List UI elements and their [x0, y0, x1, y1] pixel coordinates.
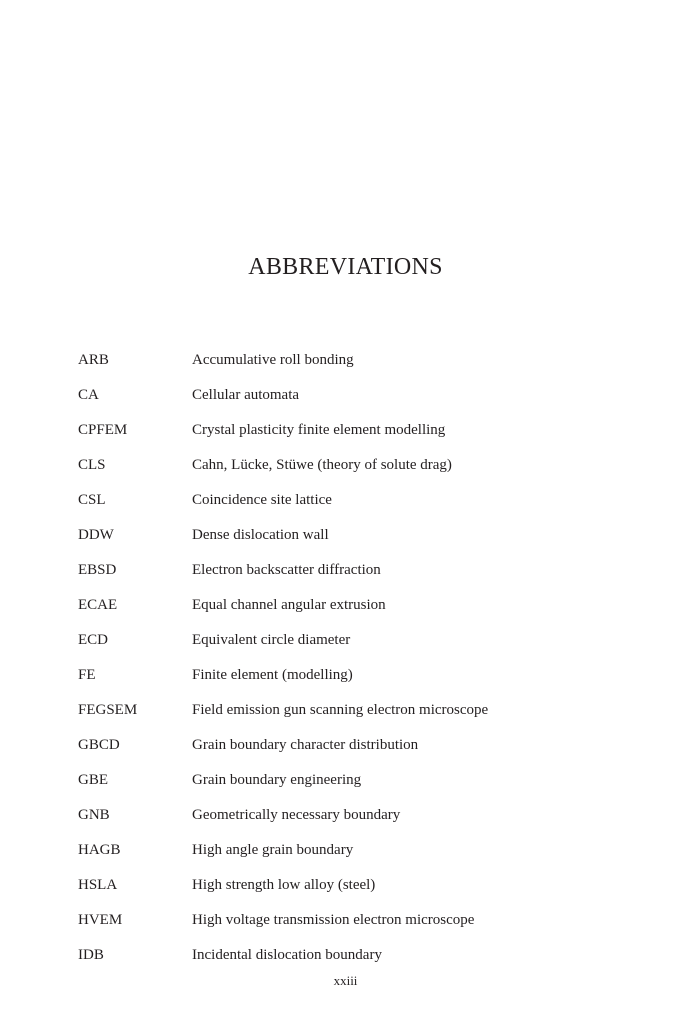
list-item	[78, 663, 638, 698]
list-item	[78, 593, 638, 628]
abbreviation-term: GBE	[78, 772, 108, 788]
abbreviation-definition: Crystal plasticity finite element modelling	[192, 422, 446, 438]
abbreviation-definition: Electron backscatter diffraction	[192, 562, 381, 578]
list-item	[78, 383, 638, 418]
list-item	[78, 348, 638, 383]
list-item	[78, 768, 638, 803]
list-item	[78, 418, 638, 453]
abbreviation-definition: Grain boundary engineering	[192, 772, 362, 788]
list-item	[78, 803, 638, 838]
abbreviation-term: DDW	[78, 527, 114, 543]
abbreviation-definition: Equal channel angular extrusion	[192, 597, 386, 613]
abbreviation-term: EBSD	[78, 562, 117, 578]
abbreviation-definition: Cahn, Lücke, Stüwe (theory of solute drag)	[192, 457, 452, 473]
abbreviation-term: IDB	[78, 947, 104, 963]
list-item	[78, 943, 638, 973]
abbreviation-definition: Finite element (modelling)	[192, 667, 353, 683]
list-item	[78, 628, 638, 663]
list-item	[78, 488, 638, 523]
abbreviation-term: CSL	[78, 492, 106, 508]
abbreviation-definition: Incidental dislocation boundary	[192, 947, 382, 963]
abbreviation-term: CLS	[78, 457, 106, 473]
abbreviation-definition: Dense dislocation wall	[192, 527, 329, 543]
abbreviation-definition: Field emission gun scanning electron microscope	[192, 702, 489, 718]
list-item	[78, 838, 638, 873]
abbreviation-term: HSLA	[78, 877, 118, 893]
abbreviation-list	[78, 348, 638, 973]
abbreviation-definition: Geometrically necessary boundary	[192, 807, 401, 823]
abbreviation-term: ARB	[78, 352, 109, 368]
abbreviation-term: FEGSEM	[78, 702, 138, 718]
abbreviation-definition: High angle grain boundary	[192, 842, 354, 858]
list-item	[78, 453, 638, 488]
abbreviation-definition: Coincidence site lattice	[192, 492, 332, 508]
abbreviation-definition: High voltage transmission electron microscope	[192, 912, 475, 928]
abbreviation-definition: Equivalent circle diameter	[192, 632, 351, 648]
abbreviation-term: FE	[78, 667, 96, 683]
list-item	[78, 558, 638, 593]
abbreviation-term: CPFEM	[78, 422, 128, 438]
list-item	[78, 733, 638, 768]
abbreviation-term: HAGB	[78, 842, 121, 858]
abbreviation-definition: High strength low alloy (steel)	[192, 877, 376, 893]
abbreviation-term: GBCD	[78, 737, 120, 753]
list-item	[78, 698, 638, 733]
list-item	[78, 873, 638, 908]
abbreviation-definition: Accumulative roll bonding	[192, 352, 354, 368]
abbreviation-term: ECAE	[78, 597, 118, 613]
page-title: ABBREVIATIONS	[248, 254, 443, 280]
page-number: xxiii	[333, 973, 358, 988]
abbreviation-term: GNB	[78, 807, 110, 823]
abbreviation-term: CA	[78, 387, 99, 403]
list-item	[78, 908, 638, 943]
abbreviation-definition: Cellular automata	[192, 387, 300, 403]
list-item	[78, 523, 638, 558]
abbreviation-definition: Grain boundary character distribution	[192, 737, 419, 753]
abbreviation-term: ECD	[78, 632, 108, 648]
abbreviation-term: HVEM	[78, 912, 123, 928]
